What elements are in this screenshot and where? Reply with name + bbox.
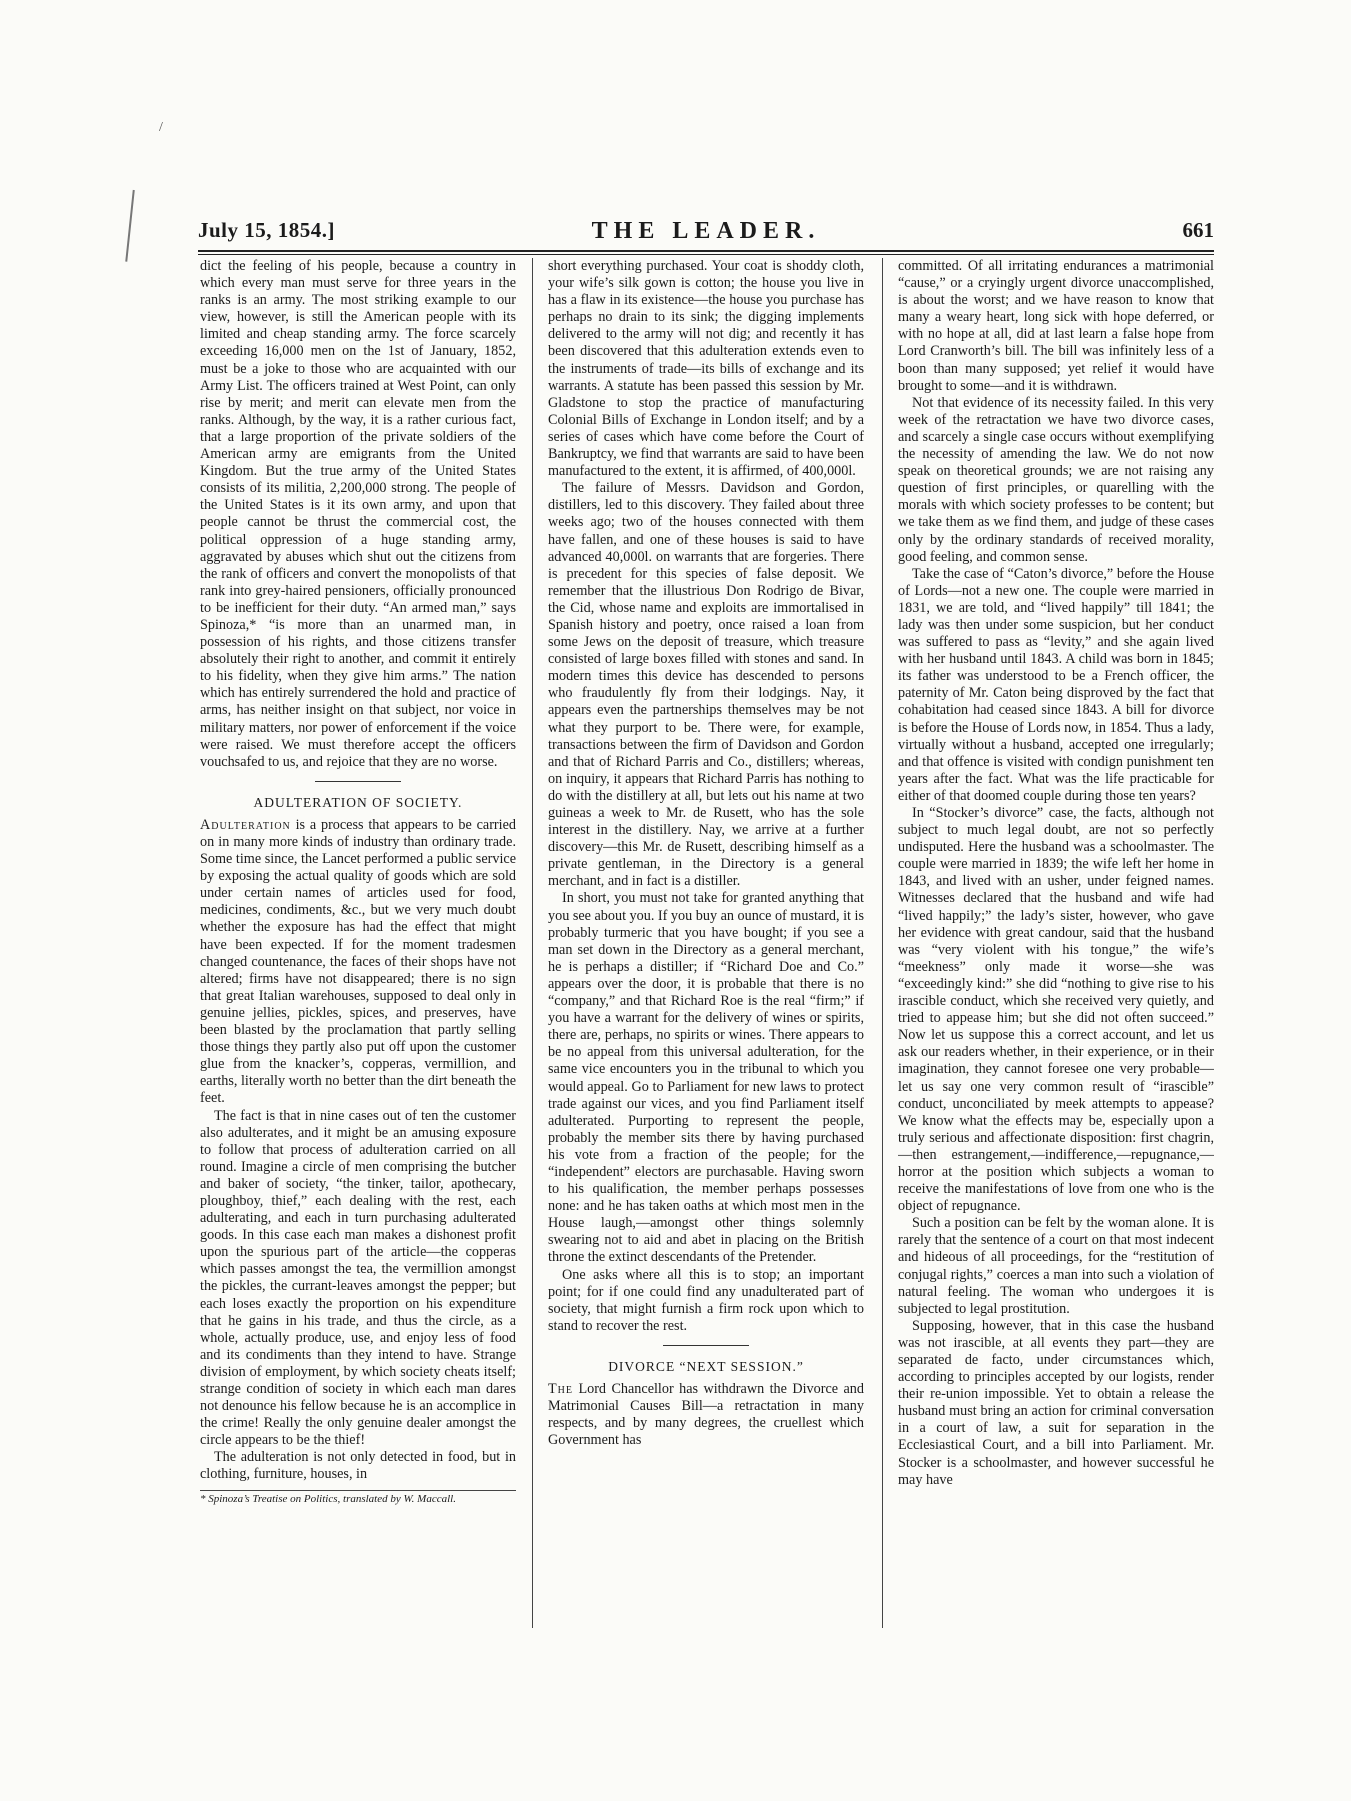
paragraph: short everything purchased. Your coat is shoddy cloth, your wife’s silk gown is cotton; the house you live in has a flaw in its existence—the house you purchase has perhaps no drain to its sink; the digging implements delivered to the army will not dig; and recently it has been discovered that this adulteration extends even to the instruments of trade—its bills of exchange and its warrants. A statute has been passed this session by Mr. Gladstone to stop the practice of manufacturing Colonial Bills of Exchange in London itself; and by a series of cases which have come before the Court of Bankruptcy, we find that warrants are said to have been manufactured to the extent, it is affirmed, of 400,000l. xyxy=(548,258,864,480)
paragraph: Such a position can be felt by the woman alone. It is rarely that the sentence of a court on that most indecent and hideous of all proceedings, for the “restitution of conjugal rights,” coerces a man into such a violation of natural feeling. The woman who undergoes it is subjected to legal prostitution. xyxy=(898,1215,1214,1317)
column-3 xyxy=(898,258,1214,1628)
paragraph-text: is a process that appears to be carried on in many more kinds of industry than ordinary trade. Some time since, the Lancet performed a public service by exposing the actual quality of goods which are sold under certain names of articles used for food, medicines, condiments, &c., but we very much doubt whether the exposure has had the effect that might have been expected. If for the moment tradesmen changed countenance, the faces of their shops have not altered; firms have not disappeared; there is no sign that great Italian warehouses, supposed to deal only in genuine jellies, pickles, spices, and preserves, have been blasted by the proclamation that partly selling those things they partly also put off upon the customer glue from the knacker’s, copperas, vermillion, and earths, literally worth no better than the dirt beneath the feet. xyxy=(200,816,516,1107)
issue-date: July 15, 1854.] xyxy=(198,218,336,242)
section-divider xyxy=(663,1345,749,1346)
masthead xyxy=(198,218,1214,258)
paragraph-text: Lord Chancellor has withdrawn the Divorce and Matrimonial Causes Bill—a retractation in many respects, and by many degrees, the cruellest which Government has xyxy=(548,1381,864,1449)
paragraph: Supposing, however, that in this case the husband was not irascible, at all events they part—they are separated de facto, under circumstances which, according to principles accepted by our logists, render their re-union impossible. Yet to obtain a release the husband must bring an action for criminal conversation in a court of law, a suit for separation in the Ecclesiastical Court, and a bill into Parliament. Mr. Stocker is a schoolmaster, and however successful he may have xyxy=(898,1317,1214,1488)
lead-word: Adulteration xyxy=(200,816,291,833)
paragraph: The adulteration is not only detected in food, but in clothing, furniture, houses, in xyxy=(200,1449,516,1483)
column-2 xyxy=(548,258,864,1628)
column-divider-1 xyxy=(532,258,533,1628)
column-divider-2 xyxy=(882,258,883,1628)
section-title-divorce: DIVORCE “NEXT SESSION.” xyxy=(608,1358,804,1374)
footnote-rule xyxy=(200,1490,516,1491)
paragraph: In “Stocker’s divorce” case, the facts, although not subject to much legal doubt, are not so perfectly undisputed. Here the husband was a schoolmaster. The couple were married in 1839; the wife left her home in 1843, and lived with an usher, under feigned names. Witnesses declared that the husband and wife had “lived happily;” the lady’s sister, however, who gave her evidence with great candour, said that the husband was “very violent with his tongue,” the wife’s “meekness” only made it worse—she was “exceedingly kind:” she did “nothing to give rise to his irascible conduct, which she received very quietly, and tried to appease him; but she did not often succeed.” Now let us suppose this a correct account, and let us ask our readers whether, in their experience, or in their imagination, they cannot foresee one very probable—let us say one very common result of “irascible” conduct, unconciliated by meek attempts to appease? We know what the effects may be, especially upon a truly serious and affectionate disposition: first chagrin,—then estrangement,—indifference,—repugnance,—horror at the position which subjects a woman to receive the manifestations of love from one who is the object of repugnance. xyxy=(898,805,1214,1215)
paragraph: In short, you must not take for granted anything that you see about you. If you buy an ounce of mustard, it is probably turmeric that you have bought; if you see a man set down in the Directory as a general merchant, he is perhaps a distiller; if “Richard Doe and Co.” appears over the door, it is probable that there is no “company,” and that Richard Roe is the real “firm;” if you have a warrant for the delivery of wines or spirits, there are, perhaps, no spirits or wines. There appears to be no appeal from this universal adulteration, for the same vice encounters you in the tribunal to which you would appeal. Go to Parliament for new laws to protect trade against our vices, and you find Parliament itself adulterated. Purporting to represent the people, probably the member sits there by having purchased his vote from a fraction of the people; for the “independent” electors are purchasable. Having sworn to his qualification, the member perhaps possesses none: and he has taken oaths at which most men in the House laugh,—amongst other things solemnly swearing not to aid and abet in placing on the British throne the extinct descendants of the Pretender. xyxy=(548,890,864,1266)
section-divider xyxy=(315,781,401,782)
page-margin-mark: / xyxy=(159,120,163,135)
paragraph: committed. Of all irritating endurances a matrimonial “cause,” or a cryingly urgent divorce unaccomplished, is about the worst; and we have reason to know that many a weary heart, long sick with hope deferred, or with no hope at all, did at last learn a false hope from Lord Cranworth’s bill. The bill was infinitely less of a boon than many supposed; yet relief it would have brought to some—and it is withdrawn. xyxy=(898,258,1214,394)
section-title-adulteration: ADULTERATION OF SOCIETY. xyxy=(253,794,463,810)
newspaper-title: THE LEADER. xyxy=(591,218,821,244)
footnote: * Spinoza’s Treatise on Politics, translated by W. Maccall. xyxy=(200,1492,456,1505)
paragraph: Take the case of “Caton’s divorce,” before the House of Lords—not a new one. The couple were married in 1831, we are told, and “lived happily” till 1841; the lady was then under some suspicion, but her conduct was suffered to pass as “levity,” and she again lived with her husband until 1843. A child was born in 1845; its father was understood to be a French officer, the paternity of Mr. Caton being disproved by the fact that cohabitation had ceased since 1843. A bill for divorce is before the House of Lords now, in 1854. Thus a lady, virtually without a husband, accepted one irregularly; and that offence is visited with condign punishment ten years after the fact. What was the life practicable for either of that doomed couple during those ten years? xyxy=(898,565,1214,804)
paragraph: Not that evidence of its necessity failed. In this very week of the retractation we have two divorce cases, and scarcely a single case occurs without exemplifying the necessity of amending the law. We do not now speak on theoretical grounds; we are not raising any question of first principles, or quarelling with the morals with which society professes to be content; but we take them as we find them, and judge of these cases only by the ordinary standards of received morality, good feeling, and common sense. xyxy=(898,394,1214,565)
page-number: 661 xyxy=(1182,218,1214,242)
paragraph-with-lead xyxy=(200,817,516,1108)
header-rule-thick xyxy=(198,250,1214,252)
header-rule-thin xyxy=(198,254,1214,255)
paragraph: dict the feeling of his people, because a country in which every man must serve for three years in the ranks is an army. The most striking example to our view, however, is still the American people with its limited and cheap standing army. The force scarcely exceeding 16,000 men on the 1st of January, 1852, must be a joke to those who are acquainted with our Army List. The officers trained at West Point, can only rise by merit; and merit can elevate men from the ranks. Although, by the way, it is a rather curious fact, that a large proportion of the private soldiers of the American army are emigrants from the United Kingdom. But the true army of the United States consists of its militia, 2,200,000 strong. The people of the United States is it its own army, and upon that people cannot be thrust the commercial cost, the political oppression of a huge standing army, aggravated by abuses which shut out the citizens from the rank of officers and convert the monopolists of that rank into grey-haired pensioners, officially pronounced to be inefficient for their duty. “An armed man,” says Spinoza,* “is more than an unarmed man, in possession of his rights, and those citizens transfer absolutely their right to another, and commit it entirely to his fidelity, when they give him arms.” The nation which has entirely surrendered the hold and practice of arms, has neither insight on that subject, nor voice in military matters, nor power of enforcement if the voice were raised. We must therefore accept the officers vouchsafed to us, and rejoice that they are no worse. xyxy=(200,258,516,770)
binding-mark xyxy=(125,190,138,262)
lead-word: The xyxy=(548,1381,573,1397)
paragraph-with-lead xyxy=(548,1381,864,1449)
paragraph: One asks where all this is to stop; an important point; for if one could find any unadulterated part of society, that might furnish a firm rock upon which to stand to recover the rest. xyxy=(548,1266,864,1334)
paragraph: The fact is that in nine cases out of ten the customer also adulterates, and it might be an amusing exposure to follow that process of adulteration carried on all round. Imagine a circle of men comprising the butcher and baker of society, “the tinker, tailor, apothecary, ploughboy, thief,” each dealing with the rest, each adulterating, and each in turn purchasing adulterated goods. In this case each man makes a dishonest profit upon the spurious part of the article—the copperas which passes amongst the tea, the vermillion amongst the pickles, the currant-leaves amongst the pepper; but each loses exactly the proportion on his expenditure that he gains in his trade, and thus the circle, as a whole, actually produce, use, and enjoy less of food and its condiments than they intend to have. Strange division of employment, by which society cheats itself; strange condition of society in which each man dares not denounce his fellow because he is an accomplice in the crime! Really the only genuine dealer amongst the circle appears to be the thief! xyxy=(200,1107,516,1449)
column-1 xyxy=(200,258,516,1628)
paragraph: The failure of Messrs. Davidson and Gordon, distillers, led to this discovery. They failed about three weeks ago; two of the houses connected with them have fallen, and one of these houses is said to have advanced 40,000l. on warrants that are forgeries. There is precedent for this species of false deposit. We remember that the illustrious Don Rodrigo de Bivar, the Cid, whose name and exploits are immortalised in Spanish history and poetry, once raised a loan from some Jews on the deposit of treasure, which treasure consisted of large boxes filled with stones and sand. In modern times this device has descended to persons who fraudulently fly from their lodgings. Nay, it appears even the partnerships themselves may be not what they purport to be. There were, for example, transactions between the firm of Davidson and Gordon and that of Richard Parris and Co., distillers; whereas, on inquiry, it appears that Richard Parris has nothing to do with the distillery at all, but lets out his name at two guineas a week to Mr. de Rusett, who has the sole interest in the distillery. Nay, we arrive at a further discovery—this Mr. de Rusett, describing himself as a private gentleman, in the Directory is a general merchant, and in fact is a distiller. xyxy=(548,480,864,890)
